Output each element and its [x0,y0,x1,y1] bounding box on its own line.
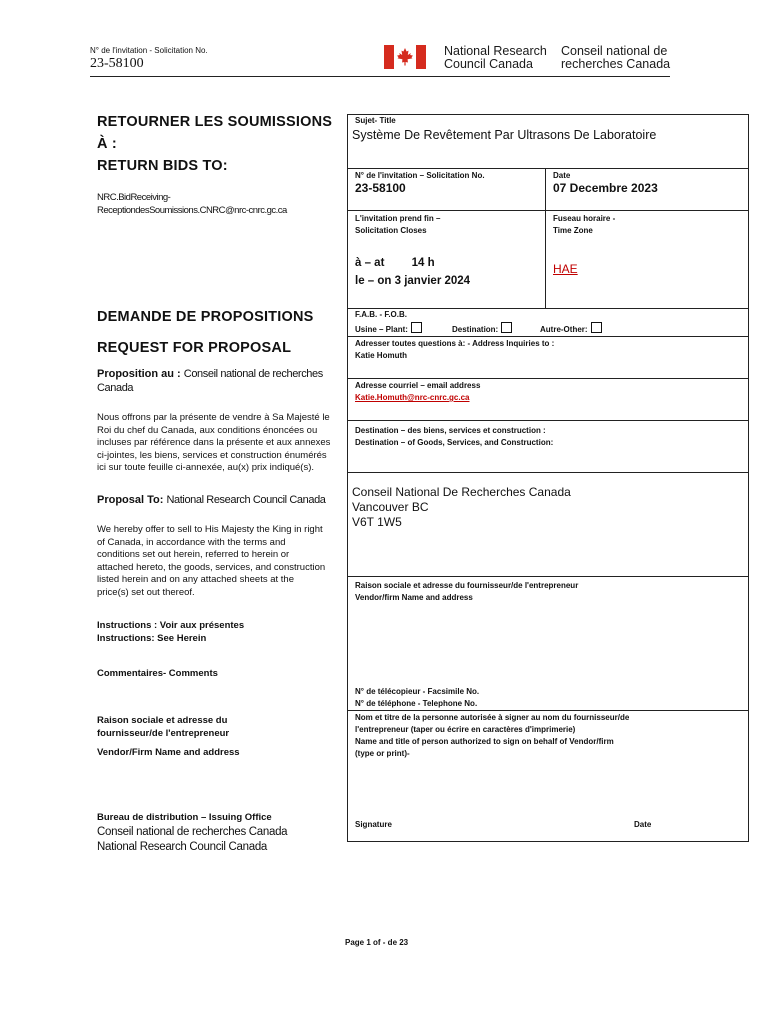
issuing-office-label: Bureau de distribution – Issuing Office [97,812,272,823]
vendor-fr-2: fournisseur/de l'entrepreneur [97,727,230,739]
authorized-person-label [355,712,629,760]
closes-label-2: Solicitation Closes [355,225,427,235]
fr-offer-text [97,412,349,475]
org-fr-line1: Conseil national de [561,44,668,58]
auth-en-2: (type or print)- [355,749,410,758]
inquiries-name: Katie Homuth [355,351,407,360]
divider [347,336,749,337]
vendor-label-1: Raison sociale et adresse du fournisseur/de l'entrepreneur [355,581,579,590]
destination-checkbox[interactable] [501,322,512,333]
plant-label: Usine – Plant: [355,325,408,334]
issuing-office [97,825,287,855]
org-name-fr [561,45,670,71]
en-offer-line: attached hereto, the goods, services, and construction [97,561,326,573]
auth-fr-2: l'entrepreneur (taper ou écrire en caractères d'imprimerie) [355,725,576,734]
title-label: Sujet- Title [355,116,396,125]
header-rule [90,76,670,77]
auth-fr-1: Nom et titre de la personne autorisée à signer au nom du fournisseur/de [355,713,630,722]
demande-title: DEMANDE DE PROPOSITIONS [97,309,314,325]
proposition-label: Proposition au : [97,368,181,380]
instructions-en: Instructions: See Herein [97,632,207,644]
destination-label-block [355,425,553,448]
at-value: 14 h [411,257,435,269]
closes-on: le – on 3 janvier 2024 [355,275,471,287]
title-value: Système De Revêtement Par Ultrasons De Laboratoire [352,128,657,142]
timezone-value[interactable]: HAE [553,262,578,276]
proposition-value-2: Canada [97,382,134,394]
email-label: Adresse courriel – email address [355,381,481,390]
invitation-number: 23-58100 [90,56,144,71]
destination-label: Destination: [452,325,499,334]
proposition-value-1: Conseil national de recherches [183,368,323,380]
closes-at [355,257,435,269]
fax-phone-labels [355,686,479,710]
divider [347,308,749,309]
en-offer-line: listed herein and on any attached sheets at the [97,574,294,585]
dest-label-fr: Destination – des biens, services et construction : [355,426,546,435]
destination-option [452,322,512,334]
vendor-en-left: Vendor/Firm Name and address [97,747,240,758]
divider [347,576,749,577]
proposal-to-value: National Research Council Canada [166,494,326,506]
org-name-en [444,45,547,71]
canada-flag-icon [384,45,426,69]
dest-line2: Vancouver BC [352,500,429,514]
inquiries-label: Adresser toutes questions à: - Address Inquiries to : [355,339,555,348]
en-offer-line: of Canada, in accordance with the terms and [97,536,286,548]
plant-checkbox[interactable] [411,322,422,333]
proposal-to-label: Proposal To: [97,494,164,506]
return-bids-en: RETURN BIDS TO: [97,158,228,174]
org-en-line1: National Research [444,44,547,58]
timezone-label-1: Fuseau horaire - [553,214,616,223]
signature-date-label: Date [634,820,652,829]
date-label: Date [553,171,571,180]
fr-offer-line: ci-jointes, les biens, services et construction énumérés [97,449,327,461]
divider [347,210,749,211]
fob-label: F.A.B. - F.O.B. [355,310,407,319]
divider [347,472,749,473]
fr-offer-line: incluses par référence dans la présente et aux annexes [97,437,331,448]
proposition-au [97,367,347,395]
divider [347,420,749,421]
other-option [540,322,602,334]
divider [347,378,749,379]
other-label: Autre-Other: [540,325,588,334]
email-line2: ReceptiondesSoumissions.CNRC@nrc-cnrc.gc.ca [97,204,287,216]
fr-offer-line: Roi du chef du Canada, aux conditions énoncées ou [97,424,318,436]
invitation-label: N° de l'invitation - Solicitation No. [90,46,208,55]
timezone-label-2: Time Zone [553,225,593,235]
other-checkbox[interactable] [591,322,602,333]
email-link[interactable]: Katie.Homuth@nrc-cnrc.gc.ca [355,393,470,402]
instructions [97,620,244,645]
auth-en-1: Name and title of person authorized to sign on behalf of Vendor/firm [355,737,614,746]
issuing-en: National Research Council Canada [97,841,268,853]
en-offer-line: We hereby offer to sell to His Majesty the King in right [97,524,323,535]
signature-label: Signature [355,820,392,829]
proposal-to [97,494,326,506]
org-en-line2: Council Canada [444,57,533,71]
vendor-label-2: Vendor/firm Name and address [355,592,473,602]
at-label: à – at [355,257,385,269]
closes-label [355,213,440,236]
divider [347,168,749,169]
instructions-fr: Instructions : Voir aux présentes [97,620,245,631]
en-offer-line: conditions set out herein, referred to herein or [97,549,290,560]
return-bids-fr-2: À : [97,136,117,152]
return-bids-fr: RETOURNER LES SOUMISSIONS [97,114,333,130]
fr-offer-line: ici sur toute feuille ci-annexée, au(x) prix indiqué(s). [97,462,315,473]
email-line1: NRC.BidReceiving- [97,192,171,203]
fr-offer-line: Nous offrons par la présente de vendre à Sa Majesté le [97,412,330,423]
org-fr-line2: recherches Canada [561,57,671,71]
en-offer-line: price(s) set out thereof. [97,586,195,598]
comments-label: Commentaires- Comments [97,668,218,679]
vendor-label-left [97,715,229,740]
closes-label-1: L'invitation prend fin – [355,214,441,223]
request-title: REQUEST FOR PROPOSAL [97,340,292,356]
dest-line1: Conseil National De Recherches Canada [352,485,571,499]
fax-label: N° de télécopieur - Facsimile No. [355,687,480,696]
en-offer-text [97,524,349,599]
solicitation-label: N° de l'invitation – Solicitation No. [355,171,485,180]
dest-label-en: Destination – of Goods, Services, and Construction: [355,437,554,447]
issuing-fr: Conseil national de recherches Canada [97,826,288,838]
col-divider [545,168,546,308]
bid-receiving-email[interactable] [97,192,287,217]
date-value: 07 Decembre 2023 [553,181,658,195]
vendor-fr-1: Raison sociale et adresse du [97,715,228,726]
phone-label: N° de téléphone - Telephone No. [355,699,478,708]
solicitation-value: 23-58100 [355,181,406,195]
vendor-label-right [355,580,578,603]
divider [347,710,749,711]
page-number: Page 1 of - de 23 [345,938,409,947]
dest-line3: V6T 1W5 [352,515,402,529]
destination-address [352,485,571,530]
plant-option [355,322,422,334]
timezone-label [553,213,615,236]
